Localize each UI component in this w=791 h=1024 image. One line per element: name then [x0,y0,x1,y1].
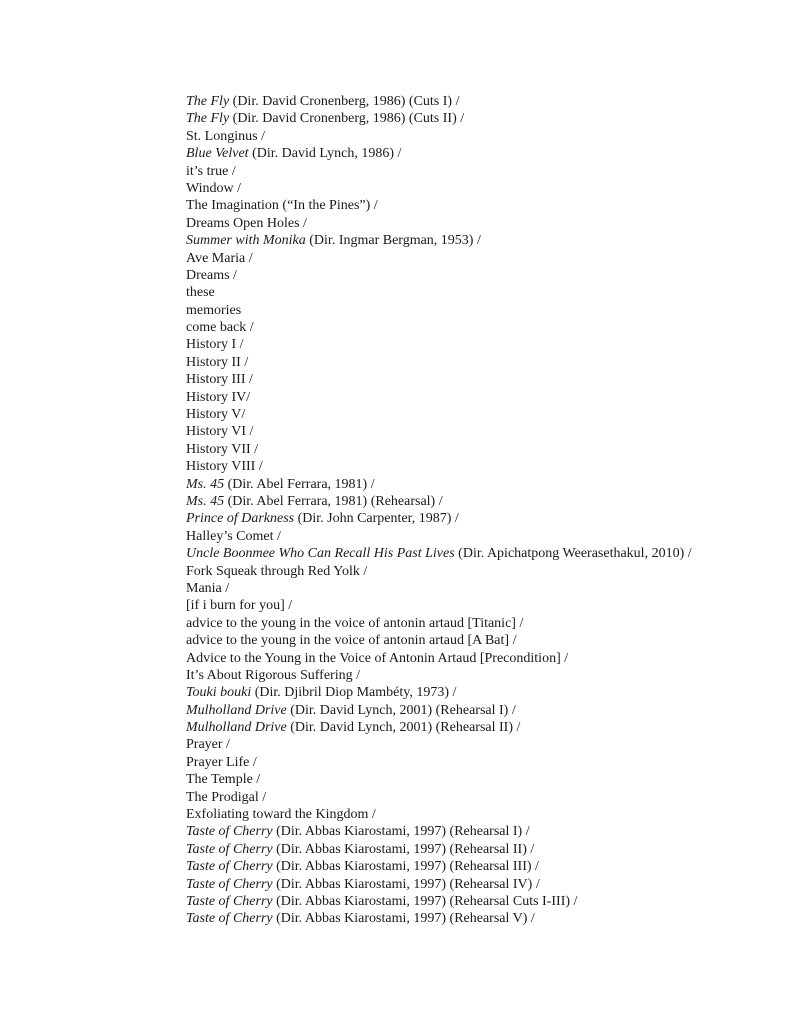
content-line [186,858,692,875]
film-title: Taste of Cherry [186,859,273,875]
line-text: It’s About Rigorous Suffering / [186,667,360,683]
content-line [186,493,692,510]
line-text: Prayer Life / [186,754,257,770]
content-line [186,684,692,701]
content-line [186,302,692,319]
line-text: Prayer / [186,737,230,753]
content-line [186,145,692,162]
film-title: Taste of Cherry [186,824,273,840]
content-line [186,476,692,493]
line-text: The Imagination (“In the Pines”) / [186,198,378,214]
content-line [186,528,692,545]
content-line [186,389,692,406]
content-line [186,371,692,388]
line-text: memories [186,302,242,318]
film-title: Mulholland Drive [186,720,287,736]
film-title: Touki bouki [186,685,252,701]
line-text: (Dir. David Cronenberg, 1986) (Cuts II) / [229,111,465,127]
line-text: History III / [186,372,253,388]
content-line [186,180,692,197]
line-text: Ave Maria / [186,250,253,266]
film-title: Taste of Cherry [186,893,273,909]
film-title: Taste of Cherry [186,876,273,892]
content-line [186,667,692,684]
line-text: Dreams / [186,267,237,283]
film-title: The Fly [186,94,230,109]
content-line [186,893,692,910]
line-text: it’s true / [186,163,236,179]
film-title: Blue Velvet [186,146,249,162]
line-text: come back / [186,320,254,336]
line-text: (Dir. Apichatpong Weerasethakul, 2010) / [454,546,692,562]
line-text: (Dir. David Lynch, 1986) / [248,146,402,162]
line-text: (Dir. Ingmar Bergman, 1953) / [305,233,481,249]
content-line [186,215,692,232]
line-text: History VII / [186,441,259,457]
line-text: History II / [186,354,249,370]
content-line [186,771,692,788]
content-line [186,702,692,719]
line-text: these [186,285,215,301]
line-text: (Dir. Abbas Kiarostami, 1997) (Rehearsal III) / [272,859,539,875]
line-text: History VI / [186,424,254,440]
film-title: Mulholland Drive [186,702,287,718]
content-line [186,719,692,736]
line-text: (Dir. David Lynch, 2001) (Rehearsal I) / [286,702,516,718]
line-text: Mania / [186,580,230,596]
content-line [186,128,692,145]
content-line [186,284,692,301]
line-text: (Dir. Abbas Kiarostami, 1997) (Rehearsal V) / [272,911,535,927]
content-line [186,197,692,214]
content-line [186,597,692,614]
film-title: Summer with Monika [186,233,306,249]
line-text: Fork Squeak through Red Yolk / [186,563,368,579]
line-text: History VIII / [186,459,263,475]
line-text: History V/ [186,407,246,423]
line-text: (Dir. David Cronenberg, 1986) (Cuts I) / [229,94,460,109]
content-line [186,876,692,893]
line-text: History IV/ [186,389,251,405]
line-text: [if i burn for you] / [186,598,293,614]
content-line [186,93,692,110]
line-text: advice to the young in the voice of antonin artaud [Titanic] / [186,615,524,631]
content-line [186,754,692,771]
line-text: (Dir. John Carpenter, 1987) / [294,511,459,527]
content-line [186,232,692,249]
film-title: The Fly [186,111,230,127]
line-text: Dreams Open Holes / [186,215,307,231]
content-line [186,910,692,927]
line-text: (Dir. Abel Ferrara, 1981) (Rehearsal) / [224,493,443,509]
film-title: Taste of Cherry [186,841,273,857]
line-text: (Dir. Abbas Kiarostami, 1997) (Rehearsal II) / [272,841,535,857]
content-line [186,110,692,127]
line-text: (Dir. Abbas Kiarostami, 1997) (Rehearsal IV) / [272,876,540,892]
line-text: The Prodigal / [186,789,267,805]
content-line [186,650,692,667]
line-text: (Dir. Abel Ferrara, 1981) / [224,476,375,492]
line-text: St. Longinus / [186,128,265,144]
line-text: (Dir. Djibril Diop Mambéty, 1973) / [251,685,457,701]
content-line [186,354,692,371]
film-title: Uncle Boonmee Who Can Recall His Past Lives [186,546,455,562]
content-line [186,423,692,440]
content-line [186,406,692,423]
film-title: Taste of Cherry [186,911,273,927]
content-line [186,841,692,858]
content-line [186,545,692,562]
content-line [186,441,692,458]
line-text: The Temple / [186,772,261,788]
content-line [186,580,692,597]
content-line [186,823,692,840]
film-title: Prince of Darkness [186,511,295,527]
content-line [186,806,692,823]
content-line [186,615,692,632]
content-line [186,458,692,475]
line-text: (Dir. Abbas Kiarostami, 1997) (Rehearsal I) / [272,824,530,840]
line-text: Window / [186,180,242,196]
line-text: Exfoliating toward the Kingdom / [186,807,376,823]
line-text: advice to the young in the voice of antonin artaud [A Bat] / [186,633,517,649]
content-line [186,510,692,527]
content-line [186,336,692,353]
line-text: History I / [186,337,244,353]
content-line [186,250,692,267]
line-text: (Dir. David Lynch, 2001) (Rehearsal II) / [286,720,521,736]
contents-list [186,93,692,928]
film-title: Ms. 45 [186,493,225,509]
content-line [186,319,692,336]
film-title: Ms. 45 [186,476,225,492]
content-line [186,736,692,753]
content-line [186,267,692,284]
content-line [186,632,692,649]
line-text: Advice to the Young in the Voice of Antonin Artaud [Precondition] / [186,650,569,666]
line-text: Halley’s Comet / [186,528,281,544]
line-text: (Dir. Abbas Kiarostami, 1997) (Rehearsal Cuts I-III) / [272,893,578,909]
content-line [186,789,692,806]
content-line [186,563,692,580]
content-line [186,163,692,180]
